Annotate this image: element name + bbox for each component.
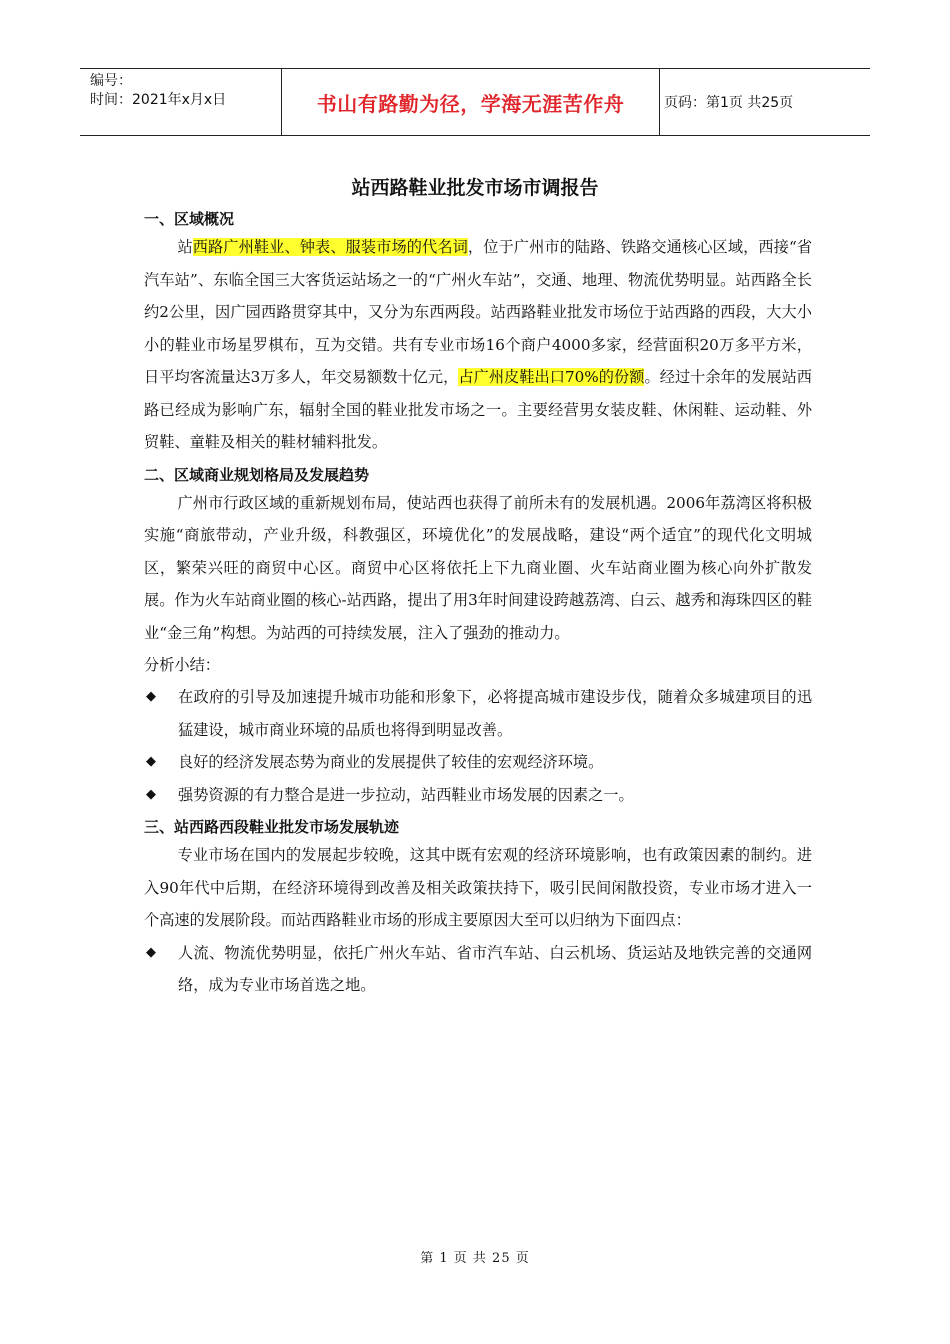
list-item: ◆ 人流、物流优势明显，依托广州火车站、省市汽车站、白云机场、货运站及地铁完善的交通网络，成为专业市场首选之地。: [144, 937, 812, 1002]
header-left-cell: [80, 69, 281, 135]
diamond-bullet-icon: ◆: [146, 944, 156, 960]
header-motto-cell: [281, 69, 660, 135]
number-label: 编号：: [90, 73, 132, 89]
list-item: ◆ 强势资源的有力整合是进一步拉动，站西鞋业市场发展的因素之一。: [144, 779, 812, 812]
page-label: 页码：第1页 共25页: [664, 95, 794, 111]
diamond-bullet-icon: ◆: [146, 689, 156, 704]
s1-text-a: 站: [177, 238, 193, 256]
summary-label: 分析小结：: [144, 656, 220, 674]
date-label: 时间：2021年x月x日: [90, 92, 227, 108]
page-footer: 第 1 页 共 25 页: [420, 1251, 530, 1266]
motto-text: 书山有路勤为径，学海无涯苦作舟: [316, 91, 625, 116]
section-heading-2: 二、区域商业规划格局及发展趋势: [144, 465, 370, 484]
list-item: ◆ 良好的经济发展态势为商业的发展提供了较佳的宏观经济环境。: [144, 746, 812, 779]
header-page-cell: [660, 69, 870, 135]
diamond-bullet-icon: ◆: [146, 786, 156, 802]
s1-text-c: 。经过十余年的发展站西路已经成为影响广东，辐射全国的鞋业批发市场之一。主要经营男女装皮鞋、休闲鞋、运动鞋、外贸鞋、童鞋及相关的鞋材辅料批发。: [144, 368, 812, 451]
section-3-paragraph: 专业市场在国内的发展起步较晚，这其中既有宏观的经济环境影响，也有政策因素的制约。进入90年代中后期，在经济环境得到改善及相关政策扶持下，吸引民间闲散投资，专业市场才进入一个高速的发展阶段。而站西路鞋业市场的形成主要原因大至可以归纳为下面四点：: [144, 846, 812, 929]
list-item: ◆ 在政府的引导及加速提升城市功能和形象下，必将提高城市建设步伐，随着众多城建项目的迅猛建设，城市商业环境的品质也将得到明显改善。: [144, 681, 812, 746]
document-body: [144, 207, 812, 1002]
header-table: [80, 68, 870, 136]
section-heading-1: 一、区域概况: [144, 210, 235, 228]
section-heading-3: 三、站西路西段鞋业批发市场发展轨迹: [144, 818, 400, 836]
diamond-bullet-icon: ◆: [146, 754, 156, 769]
s1-highlight-1: 西路广州鞋业、钟表、服装市场的代名词: [192, 238, 468, 256]
section-2-paragraph: 广州市行政区域的重新规划布局，使站西也获得了前所未有的发展机遇。2006年荔湾区将积极实施“商旅带动，产业升级，科教强区，环境优化”的发展战略，建设“两个适宜”的现代化文明城区，繁荣兴旺的商贸中心区。商贸中心区将依托上下九商业圈、火车站商业圈为核心向外扩散发展。作为火车站商业圈的核心-站西路，提出了用3年时间建设跨越荔湾、白云、越秀和海珠四区的鞋业“金三角”构想。为站西的可持续发展，注入了强劲的推动力。: [144, 493, 812, 642]
s1-text-b: ，位于广州市的陆路、铁路交通核心区域，西接“省汽车站”、东临全国三大客货运站场之一的“广州火车站”，交通、地理、物流优势明显。站西路全长约2公里，因广园西路贯穿其中，又分为东西两段。站西路鞋业批发市场位于站西路的西段，大大小小的鞋业市场星罗棋布，互为交错。共有专业市场16个商户4000多家，经营面积20万多平方米，日平均客流量达3万多人，年交易额数十亿元，: [144, 238, 813, 386]
s1-highlight-2: 占广州皮鞋出口70%的份额: [458, 368, 645, 386]
section-1-paragraph: [144, 231, 812, 459]
document-title: 站西路鞋业批发市场市调报告: [351, 177, 599, 199]
